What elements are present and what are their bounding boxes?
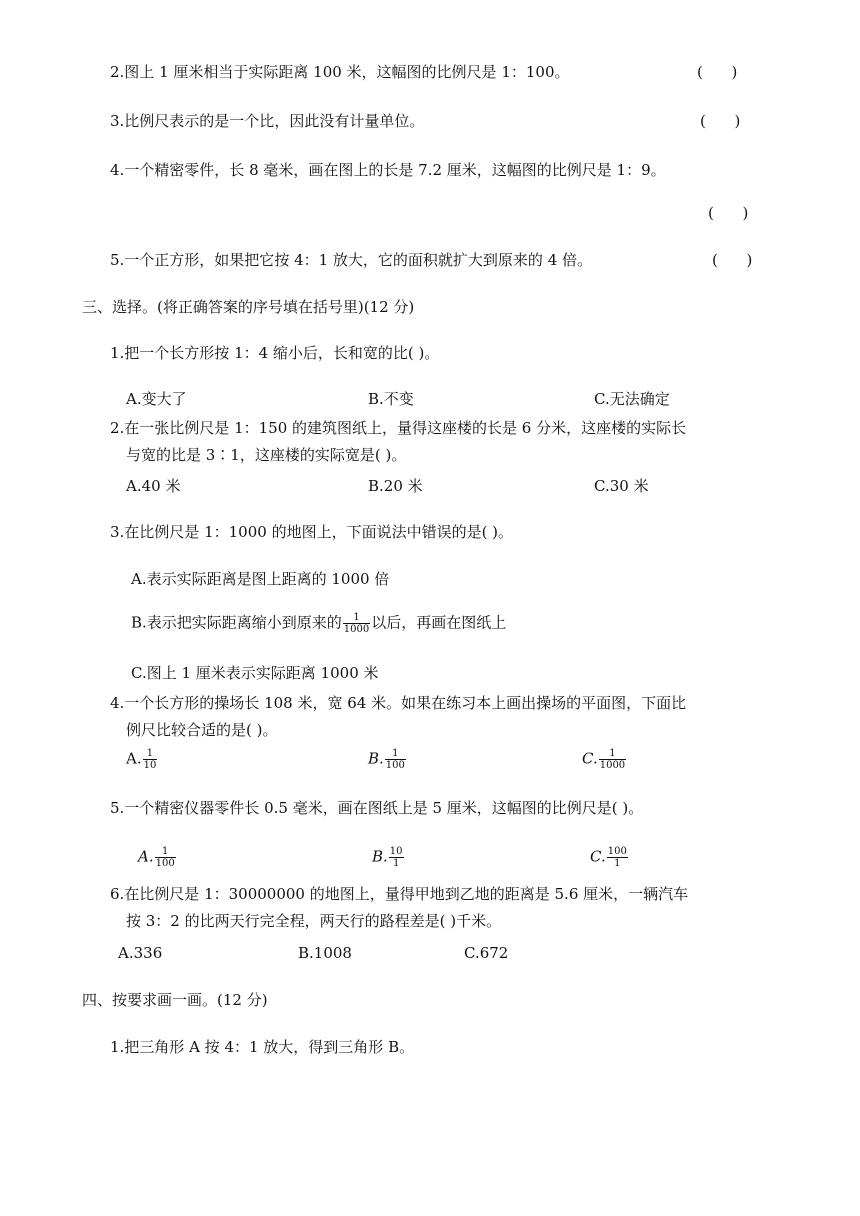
- option-fraction: [599, 748, 626, 771]
- choice-q5-stem: 5.一个精密仪器零件长 0.5 毫米，画在图纸上是 5 厘米，这幅图的比例尺是( )。: [110, 799, 644, 817]
- choice-q4-stem-line2: 例尺比较合适的是( )。: [126, 721, 278, 739]
- choice-q3-stem: 3.在比例尺是 1：1000 的地图上，下面说法中错误的是( )。: [110, 523, 514, 541]
- choice-q2-option-b[interactable]: B.20 米: [368, 477, 423, 495]
- choice-q4-option-a[interactable]: [126, 748, 158, 771]
- judge-q4-text: 4.一个精密零件，长 8 毫米，画在图上的长是 7.2 厘米，这幅图的比例尺是 1：9。: [110, 161, 666, 179]
- choice-q3-option-b-prefix: B.表示把实际距离缩小到原来的: [131, 613, 342, 632]
- choice-q1-option-a[interactable]: A.变大了: [126, 390, 187, 408]
- fraction-denominator: 1: [607, 857, 628, 869]
- choice-q3-option-a[interactable]: A.表示实际距离是图上距离的 1000 倍: [131, 570, 390, 588]
- choice-q1-option-c[interactable]: C.无法确定: [594, 390, 670, 408]
- judge-q5-answer-paren[interactable]: ( ): [712, 251, 753, 269]
- option-letter: A.: [126, 749, 142, 768]
- fraction-denominator: 100: [385, 760, 405, 771]
- judge-q3-text: 3.比例尺表示的是一个比，因此没有计量单位。: [110, 112, 425, 130]
- choice-q4-option-c[interactable]: [582, 748, 627, 771]
- fraction-numerator: 1: [146, 748, 154, 759]
- option-letter: C.: [582, 749, 598, 768]
- drawing-q1-text: 1.把三角形 A 按 4：1 放大，得到三角形 B。: [110, 1038, 415, 1056]
- judge-q2-text: 2.图上 1 厘米相当于实际距离 100 米，这幅图的比例尺是 1：100。: [110, 63, 570, 81]
- choice-q2-stem-line1: 2.在一张比例尺是 1：150 的建筑图纸上，量得这座楼的长是 6 分米，这座楼的实际长: [110, 419, 687, 437]
- section-heading-choice: 三、选择。(将正确答案的序号填在括号里)(12 分): [82, 298, 415, 316]
- choice-q5-option-c[interactable]: [590, 846, 629, 869]
- option-fraction: [155, 846, 176, 869]
- choice-q4-option-b[interactable]: [368, 748, 407, 771]
- section-heading-drawing: 四、按要求画一画。(12 分): [82, 991, 268, 1009]
- option-letter: C.: [590, 847, 606, 866]
- fraction-denominator: 100: [155, 858, 175, 869]
- choice-q1-option-b[interactable]: B.不变: [368, 390, 414, 408]
- choice-q1-stem: 1.把一个长方形按 1：4 缩小后，长和宽的比( )。: [110, 344, 440, 362]
- fraction-numerator: 1: [353, 612, 360, 623]
- fraction-numerator: 1: [161, 846, 169, 857]
- choice-q3-option-b-suffix: 以后，再画在图纸上: [371, 613, 507, 632]
- choice-q6-stem-line2: 按 3：2 的比两天行完全程，两天行的路程差是( )千米。: [126, 912, 502, 930]
- judge-q4-answer-paren[interactable]: ( ): [708, 204, 749, 222]
- option-letter: B.: [372, 847, 388, 866]
- option-fraction: [143, 748, 158, 771]
- choice-q5-option-b[interactable]: [372, 846, 405, 869]
- choice-q6-option-c[interactable]: C.672: [464, 944, 509, 962]
- fraction-numerator: 1: [609, 748, 616, 759]
- option-fraction: [389, 846, 404, 869]
- fraction-numerator: 100: [607, 846, 627, 857]
- fraction-denominator: 1000: [599, 760, 626, 771]
- judge-q5-text: 5.一个正方形，如果把它按 4：1 放大，它的面积就扩大到原来的 4 倍。: [110, 251, 593, 269]
- fraction-numerator: 1: [392, 748, 399, 759]
- fraction-denominator: 1: [389, 857, 404, 869]
- fraction-one-thousandth: [343, 612, 370, 635]
- judge-q2-answer-paren[interactable]: ( ): [697, 63, 738, 81]
- option-letter: B.: [368, 749, 384, 768]
- choice-q2-option-a[interactable]: A.40 米: [126, 477, 181, 495]
- option-fraction: [607, 846, 628, 869]
- judge-q3-answer-paren[interactable]: ( ): [700, 112, 741, 130]
- choice-q5-option-a[interactable]: [138, 846, 177, 869]
- choice-q3-option-b[interactable]: [131, 612, 506, 635]
- fraction-denominator: 10: [143, 760, 157, 771]
- option-fraction: [385, 748, 406, 771]
- fraction-numerator: 10: [389, 846, 403, 857]
- choice-q4-stem-line1: 4.一个长方形的操场长 108 米，宽 64 米。如果在练习本上画出操场的平面图，下面比: [110, 694, 687, 712]
- choice-q6-stem-line1: 6.在比例尺是 1：30000000 的地图上，量得甲地到乙地的距离是 5.6 厘米，一辆汽车: [110, 885, 689, 903]
- choice-q2-stem-line2: 与宽的比是 3∶1，这座楼的实际宽是( )。: [126, 446, 407, 464]
- choice-q2-option-c[interactable]: C.30 米: [594, 477, 649, 495]
- option-letter: A.: [138, 847, 154, 866]
- fraction-denominator: 1000: [343, 624, 370, 635]
- choice-q6-option-a[interactable]: A.336: [118, 944, 163, 962]
- choice-q3-option-c[interactable]: C.图上 1 厘米表示实际距离 1000 米: [131, 664, 379, 682]
- choice-q6-option-b[interactable]: B.1008: [298, 944, 352, 962]
